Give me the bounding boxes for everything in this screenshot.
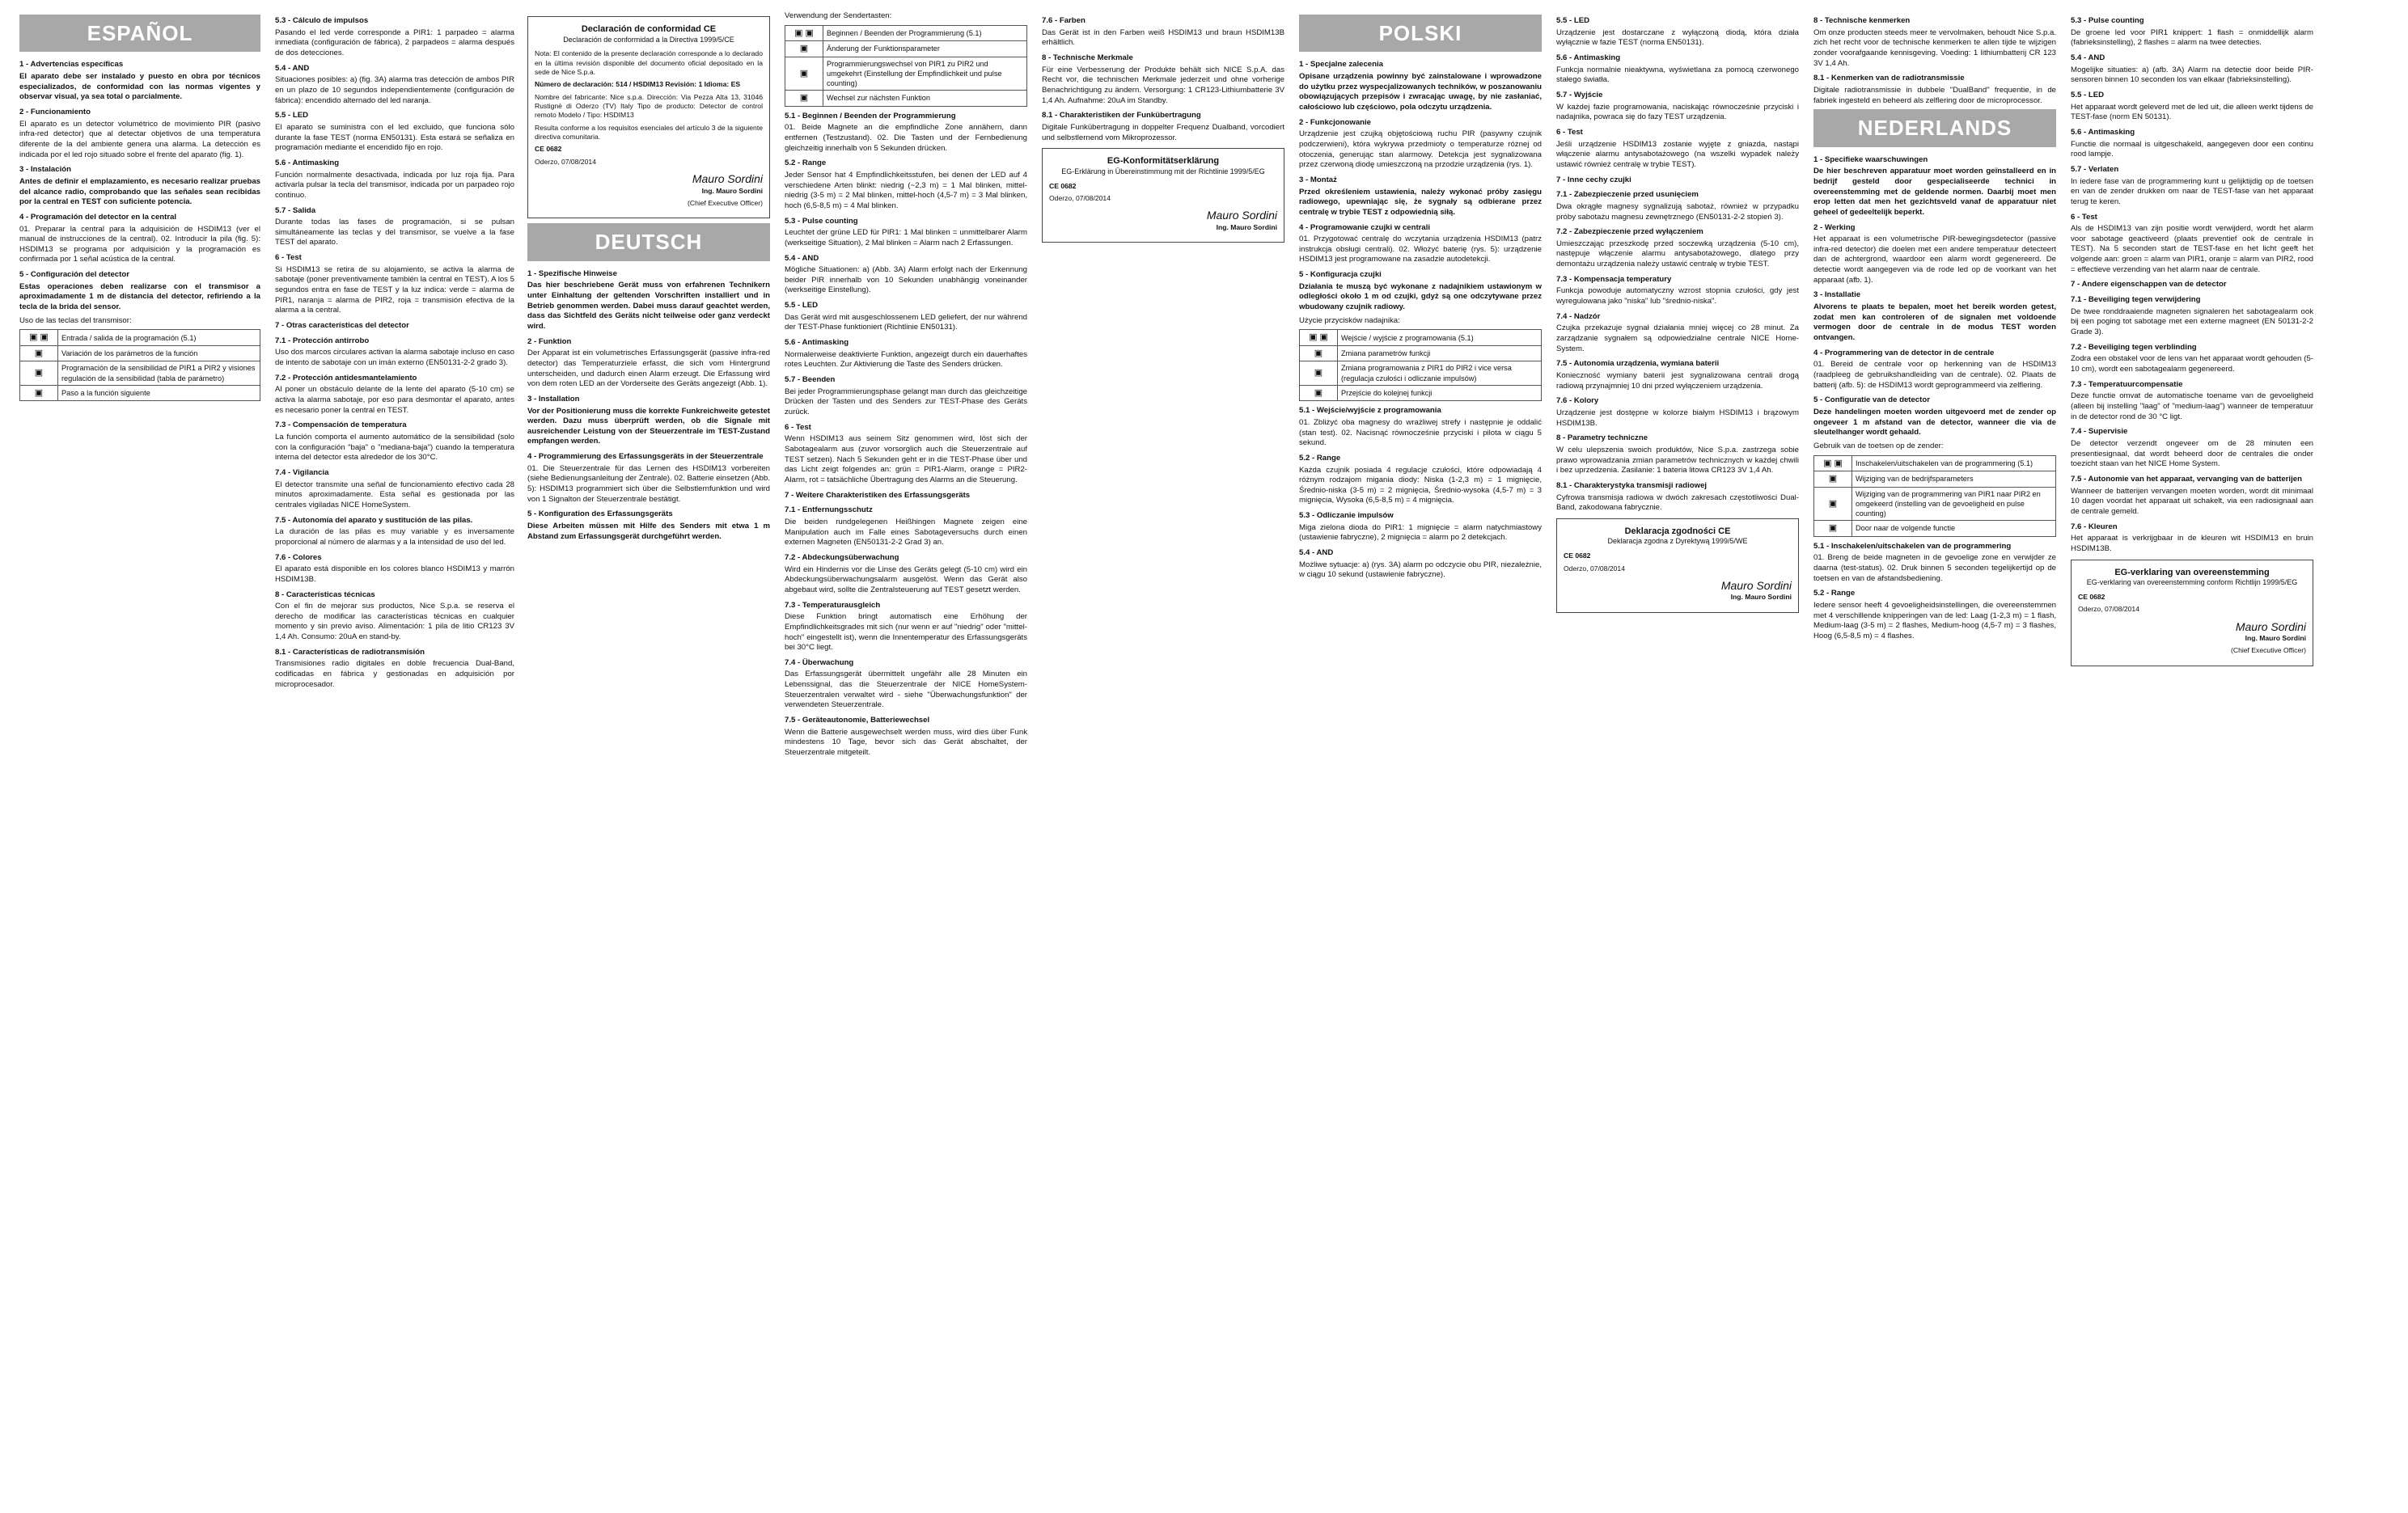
heading: 8.1 - Charakteristiken der Funkübertragung: [1042, 111, 1201, 120]
table-cell: Wijziging van de programmering van PIR1 naar PIR2 en omgekeerd (instelling van de gevoeligheid en pulse counting): [1852, 487, 2056, 520]
paragraph: Deze functie omvat de automatische toename van de gevoeligheid (alleen bij instelling "laag" of "medium-laag") wanneer de temperatuur in de detector rond de 30 °C ligt.: [2071, 391, 2313, 421]
paragraph: Estas operaciones deben realizarse con el transmisor a aproximadamente 1 m de distancia del detector, refiriendo a la tecla de la brida del sensor.: [19, 281, 260, 312]
paragraph: El detector transmite una señal de funcionamiento efectivo cada 28 minutos aproximadamente. Esta señal es gestionada por las centrales vigiladas NICE HomeSystem.: [275, 480, 514, 509]
heading: 5.2 - Range: [1813, 589, 1856, 598]
key-table: [1813, 455, 2056, 537]
paragraph: De twee ronddraaiende magneten signaleren het sabotagealarm ook bij een poging tot sabotage met een externe magneet (EN 50131-2-2 Grade 3).: [2071, 306, 2313, 337]
paragraph: Funkcja normalnie nieaktywna, wyświetlana za pomocą czerwonego stałego światła.: [1556, 65, 1799, 85]
heading: 7.5 - Geräteautonomie, Batteriewechsel: [785, 716, 930, 725]
paragraph: Das hier beschriebene Gerät muss von erfahrenen Technikern unter Einhaltung der geltenden Vorschriften installiert und in Betrieb genommen werden. Dabei muss darauf geachtet werden, dass das Sichtfeld des Geräts nicht teilweise oder ganz verdeckt wird.: [527, 281, 770, 331]
paragraph: Der Apparat ist ein volumetrisches Erfassungsgerät (passive infra-red detector) das Temperaturziele erfasst, die sich vom Hintergrund unterscheiden, und dadurch einen Alarm erzeugt. Die Erfassung wird von dem roten LED an der Vorderseite des Geräts angezeigt (Abb. 1).: [527, 349, 770, 389]
heading: 7.1 - Entfernungsschutz: [785, 505, 873, 515]
heading: 5.6 - Antimasking: [275, 158, 340, 167]
paragraph: Umieszczając przeszkodę przed soczewką urządzenia (5-10 cm), następuje włączenie alarmu antysabotażowego, dlatego przy demontażu urządzenia należy ustawić centralę w trybie TEST.: [1556, 239, 1799, 269]
column-polish-1: [1299, 11, 1542, 1502]
table-cell: Door naar de volgende functie: [1852, 521, 2056, 537]
paragraph: El aparato se suministra con el led excluido, que funciona sólo durante la fase TEST (norma EN50131). Esta estará se señaliza en programación mediante el encendido fijo en rojo.: [275, 122, 514, 153]
key-icon: ▣: [20, 361, 58, 385]
paragraph: Funkcja powoduje automatyczny wzrost stopnia czułości, gdy jest wyregulowana jako "niska" lub "średnio-niska".: [1556, 286, 1799, 306]
ce-mark: CE 0682: [1049, 181, 1077, 190]
paragraph: De hier beschreven apparatuur moet worden geïnstalleerd en in bedrijf gesteld door gespecialiseerde technici in overeenstemming met de geldende normen. Daarbij moet men erop letten dat men het gezichtsveld vanaf de apparatuur niet geheel of gedeeltelijk beperkt.: [1813, 167, 2056, 217]
table-caption: Użycie przycisków nadajnika:: [1299, 315, 1400, 325]
paragraph: La función comporta el aumento automático de la sensibilidad (solo con la configuración "baja" o "mediana-baja") cuando la temperatura interna del detector esta alrededor de los 30°C.: [275, 432, 514, 463]
heading: 2 - Funcionamiento: [19, 107, 91, 116]
heading: 2 - Werking: [1813, 222, 1856, 232]
heading: 7.3 - Compensación de temperatura: [275, 421, 407, 430]
paragraph: Iedere sensor heeft 4 gevoeligheidsinstellingen, die overeenstemmen met 4 verschillende knipperingen van de led: Laag (1-2,3 m) = 1 flash, Medium-laag (3-5 m) = 2 flashes, Medium-hoog (4,5-7 m) = 3 flashes, Hoog (6,5-8,5 m) = 4 flashes.: [1813, 600, 2056, 640]
paragraph: Deze handelingen moeten worden uitgevoerd met de zender op ongeveer 1 m afstand van de detector, wanneer die via de sleutelhanger wordt gehaald.: [1813, 408, 2056, 437]
heading: 2 - Funkcjonowanie: [1299, 117, 1372, 127]
paragraph: Każda czujnik posiada 4 regulacje czułości, które odpowiadają 4 różnym rodzajom migania diody: Niska (1-2,3 m) = 1 mignięcie, Średnio-niska (3-5 m) = 2 mignięcia, Średnio-wysoka (4,5-7 m) = 3 mignięcia, Wysoka (6,5-8,5 m) = 4 mignięcia.: [1299, 465, 1542, 505]
paragraph: Das Erfassungsgerät übermittelt ungefähr alle 28 Minuten ein Lebenssignal, das die Steuerzentrale der NICE HomeSystem-Steuerzentralen verwaltet wird - siehe "Überwachungsfunktion" der verwendeten Steuerzentrale.: [785, 670, 1027, 710]
paragraph: 01. Zbliżyć oba magnesy do wrażliwej strefy i następnie je oddalić (stan test). 02. Nacisnąć równocześnie przyciski i pilota w ciągu 5 sekund.: [1299, 417, 1542, 448]
key-table: [19, 329, 260, 401]
paragraph: Dwa okrągłe magnesy sygnalizują sabotaż, również w przypadku próby sabotażu magnesu zewnętrznego (EN50131-2-2 stopień 3).: [1556, 201, 1799, 222]
heading: 6 - Test: [1556, 127, 1583, 137]
section-title-german: DEUTSCH: [527, 223, 770, 260]
table-cell: Entrada / salida de la programación (5.1): [58, 330, 260, 346]
table-cell: Wejście / wyjście z programowania (5.1): [1338, 330, 1542, 346]
paragraph: Nota: El contenido de la presente declaración corresponde a lo declarado en la última revisión disponible del documento oficial depositado en la sede de Nice S.p.a.: [535, 49, 763, 77]
heading: 1 - Specjalne zalecenia: [1299, 60, 1383, 70]
column-german-2: [785, 11, 1027, 1502]
heading: 5.6 - Antimasking: [785, 338, 849, 348]
table-cell: Przejście do kolejnej funkcji: [1338, 385, 1542, 401]
signer-role: (Chief Executive Officer): [2231, 646, 2306, 655]
table-cell: Wijziging van de bedrijfsparameters: [1852, 471, 2056, 488]
heading: 4 - Programación del detector en la central: [19, 212, 177, 222]
table-cell: Programmierungswechsel von PIR1 zu PIR2 und umgekehrt (Einstellung der Empfindlichkeit und pulse counting): [823, 57, 1027, 90]
heading: 7.5 - Autonomía del aparato y sustitución de las pilas.: [275, 515, 473, 525]
paragraph: Normalerweise deaktivierte Funktion, angezeigt durch ein dauerhaftes rotes Leuchten. Zur Aktivierung die Taste des Senders drücken.: [785, 349, 1027, 370]
paragraph: 01. Preparar la central para la adquisición de HSDIM13 (ver el manual de instrucciones de la central). 02. Introducir la pila (fig. 5): HSDIM13 se programa por adquisición y la programación es confirmada por 1 señal acústica de la central.: [19, 224, 260, 264]
heading: 5 - Konfiguration des Erfassungsgeräts: [527, 509, 673, 519]
paragraph: Situaciones posibles: a) (fig. 3A) alarma tras detección de ambos PIR en un plazo de 10 segundos independientemente (configuración de fábrica): encendido alternado del led naranja.: [275, 75, 514, 105]
key-pair-icon: ▣ ▣: [1300, 330, 1338, 346]
heading: 7.4 - Überwachung: [785, 657, 854, 667]
paragraph: Czujka przekazuje sygnał działania mniej więcej co 28 minut. Za zarządzanie sygnałem są odpowiedzialne centrale NICE Home-System.: [1556, 323, 1799, 353]
heading: 5.1 - Beginnen / Beenden der Programmierung: [785, 111, 956, 120]
key-table: [785, 25, 1027, 107]
heading: 5 - Configuración del detector: [19, 270, 129, 280]
column-dutch-1: [1813, 11, 2056, 1502]
declaration-title: Deklaracja zgodności CE: [1624, 526, 1731, 536]
heading: 7.4 - Vigilancia: [275, 467, 329, 477]
paragraph: Functie die normaal is uitgeschakeld, aangegeven door een continu rood lampje.: [2071, 139, 2313, 159]
table-cell: Wechsel zur nächsten Funktion: [823, 91, 1027, 107]
heading: 1 - Specifieke waarschuwingen: [1813, 154, 1928, 164]
paragraph: Digitale Funkübertragung in doppelter Frequenz Dualband, vorcodiert und selbstlernend vom Mikroprozessor.: [1042, 122, 1284, 142]
paragraph: 01. Bereid de centrale voor op herkenning van de HSDIM13 (raadpleeg de gebruikshandleiding van de centrale). 02. Plaats de batterij (afb. 5): de HSDIM13 wordt geprogrammeerd via zelflering.: [1813, 360, 2056, 390]
column-spanish-2: [275, 11, 514, 1502]
paragraph: Jeder Sensor hat 4 Empfindlichkeitsstufen, bei denen der LED auf 4 verschiedene Arten blinkt: niedrig (~2,3 m) = 1 Mal blinken, mittel-niedrig (3-5 m) = 2 Mal blinken, mittel-hoch (4,5-7 m) = 3 Mal blinken, hoch (6,5-8,5 m) = 4 Mal blinken.: [785, 170, 1027, 210]
paragraph: 01. Breng de beide magneten in de gevoelige zone en verwijder ze daarna (test-status). 02. Druk binnen 5 seconden tegelijkertijd op de toetsen en van de afstandsbediening.: [1813, 553, 2056, 583]
heading: 5.3 - Pulse counting: [785, 216, 858, 226]
key-icon: ▣: [20, 345, 58, 361]
heading: 5.5 - LED: [275, 111, 309, 120]
heading: 8 - Parametry techniczne: [1556, 433, 1648, 443]
key-icon: ▣: [1814, 471, 1852, 488]
heading: 8 - Technische kenmerken: [1813, 16, 1911, 25]
paragraph: Het apparaat wordt geleverd met de led uit, die alleen werkt tijdens de TEST-fase (norm EN 50131).: [2071, 102, 2313, 122]
paragraph: Het apparaat is verkrijgbaar in de kleuren wit HSDIM13 en bruin HSDIM13B.: [2071, 534, 2313, 553]
heading: 7.5 - Autonomie van het apparaat, vervanging van de batterijen: [2071, 474, 2302, 484]
paragraph: Wenn die Batterie ausgewechselt werden muss, wird dies über Funk mindestens 10 Tage, bevor sich das Gerät abschaltet, der Steuerzentrale mitgeteilt.: [785, 727, 1027, 758]
heading: 7 - Otras características del detector: [275, 321, 409, 331]
paragraph: Vor der Positionierung muss die korrekte Funkreichweite getestet werden. Dazu muss überprüft werden, ob die Signale mit ausreichender Leistung von der Steuerzentrale im TEST-Zustand empfangen werden.: [527, 406, 770, 446]
key-icon: ▣: [1300, 385, 1338, 401]
signature: Mauro Sordini: [2235, 619, 2306, 633]
paragraph: Con el fin de mejorar sus productos, Nice S.p.a. se reserva el derecho de modificar las características técnicas en cualquier momento y sin previo aviso. Alimentación: 1 pila de litio CR123 3V 1,4 Ah. Consumo: 20uA en stand-by.: [275, 602, 514, 642]
declaration-box-german: [1042, 148, 1284, 243]
paragraph: Wanneer de batterijen vervangen moeten worden, wordt dit minimaal 10 dagen voordat het apparaat uit schakelt, via een radiosignaal aan de centrale gemeld.: [2071, 486, 2313, 516]
heading: 6 - Test: [785, 422, 811, 432]
key-pair-icon: ▣ ▣: [20, 330, 58, 346]
heading: 8 - Características técnicas: [275, 590, 375, 599]
heading: 8.1 - Kenmerken van de radiotransmissie: [1813, 74, 1965, 83]
key-icon: ▣: [785, 91, 823, 107]
paragraph: Resulta conforme a los requisitos esenciales del artículo 3 de la siguiente directiva comunitaria.: [535, 123, 763, 142]
paragraph: Miga zielona dioda do PIR1: 1 mignięcie = alarm natychmiastowy (ustawienie fabryczne), 2 mignięcia = alarm po 2 detekcjach.: [1299, 522, 1542, 543]
paragraph: Das Gerät ist in den Farben weiß HSDIM13 und braun HSDIM13B erhältlich.: [1042, 27, 1284, 48]
paragraph: Cyfrowa transmisja radiowa w dwóch zakresach częstotliwości Dual-Band, zakodowana fabrycznie.: [1556, 492, 1799, 513]
declaration-box-dutch: [2071, 560, 2313, 666]
paragraph: De detector verzendt ongeveer om de 28 minuten een presentiesignaal, dat wordt beheerd door de centrales die onder toezicht staan van het NICE Home System.: [2071, 438, 2313, 469]
heading: 7.4 - Supervisie: [2071, 427, 2128, 437]
heading: 7.2 - Zabezpieczenie przed wyłączeniem: [1556, 227, 1703, 237]
paragraph: Konieczność wymiany baterii jest sygnalizowana centrali drogą radiową przynajmniej 10 dni przed wyłączeniem urządzenia.: [1556, 371, 1799, 391]
paragraph: Diese Funktion bringt automatisch eine Erhöhung der Empfindlichkeitsgrades mit sich (nur wenn er auf "niedrig" oder "mittel-hoch" eingestellt ist), wenn die Innentemperatur des Erfassungsgeräts bei 30°C liegt.: [785, 612, 1027, 653]
signature: Mauro Sordini: [692, 172, 763, 186]
declaration-subtitle: EG-Erklärung in Übereinstimmung mit der Richtlinie 1999/5/EG: [1061, 167, 1265, 175]
heading: 5 - Konfiguracja czujki: [1299, 270, 1382, 280]
heading: 5.3 - Odliczanie impulsów: [1299, 511, 1394, 521]
heading: 8 - Technische Merkmale: [1042, 53, 1133, 62]
paragraph: Función normalmente desactivada, indicada por luz roja fija. Para activarla pulsar la tecla del transmisor, indicada por un parpadeo rojo continuo.: [275, 170, 514, 200]
heading: 5.7 - Salida: [275, 205, 316, 215]
key-table: [1299, 329, 1542, 401]
paragraph: Als de HSDIM13 van zijn positie wordt verwijderd, wordt het alarm voor sabotage geactiveerd (plaats preventief ook de centrale in TEST). Na 5 seconden start de TEST-fase en het licht geeft het volgende aan: groen = alarm van PIR1, oranje = alarm van PIR2, rood = effectieve verzending van het alarm naar de centrale.: [2071, 224, 2313, 274]
signer-name: Ing. Mauro Sordini: [1730, 593, 1792, 602]
section-title-polish: POLSKI: [1299, 15, 1542, 52]
paragraph: La duración de las pilas es muy variable y es inversamente proporcional al número de alarmas y a la intensidad de uso del led.: [275, 527, 514, 547]
heading: 7.5 - Autonomia urządzenia, wymiana baterii: [1556, 359, 1720, 369]
heading: 2 - Funktion: [527, 336, 572, 346]
key-icon: ▣: [1814, 487, 1852, 520]
heading: 7.6 - Farben: [1042, 16, 1086, 25]
key-icon: ▣: [785, 57, 823, 90]
key-icon: ▣: [1300, 361, 1338, 385]
key-pair-icon: ▣ ▣: [785, 25, 823, 41]
paragraph: Uso dos marcos circulares activan la alarma sabotaje incluso en caso de intento de sabotaje con un imán externo (EN50131-2-2 grado 3).: [275, 348, 514, 368]
heading: 7 - Andere eigenschappen van de detector: [2071, 280, 2227, 289]
heading: 7.2 - Beveiliging tegen verblinding: [2071, 342, 2197, 352]
table-cell: Beginnen / Beenden der Programmierung (5.1): [823, 25, 1027, 41]
declaration-title: EG-Konformitätserklärung: [1107, 156, 1220, 167]
heading: 8.1 - Charakterystyka transmisji radiowej: [1556, 480, 1708, 490]
heading: 7.2 - Abdeckungsüberwachung: [785, 552, 899, 562]
paragraph: Diese Arbeiten müssen mit Hilfe des Senders mit etwa 1 m Abstand zum Erfassungsgerät durchgeführt werden.: [527, 522, 770, 541]
heading: 5.4 - AND: [785, 253, 819, 263]
heading: 1 - Advertencias específicas: [19, 60, 124, 70]
heading: 5.3 - Cálculo de impulsos: [275, 16, 369, 25]
ce-mark: CE 0682: [1564, 552, 1591, 560]
paragraph: In iedere fase van de programmering kunt u gelijktijdig op de toetsen en van de zender drukken om naar de TEST-fase van het apparaat terug te keren.: [2071, 176, 2313, 206]
declaration-box-polish: [1556, 518, 1799, 613]
paragraph: Urządzenie jest czujką objętościową ruchu PIR (pasywny czujnik podczerwieni), która wykrywa przedmioty o temperaturze różnej od otoczenia, generując stan alarmowy. Detekcja jest sygnalizowana przez czerwoną diodę umieszczoną na przodzie urządzenia (rys. 1).: [1299, 129, 1542, 170]
declaration-subtitle: EG-verklaring van overeenstemming conform Richtlijn 1999/5/EG: [2086, 578, 2298, 587]
paragraph: Opisane urządzenia powinny być zainstalowane i wprowadzone do użytku przez wyspecjalizowanych techników, w poszanowaniu obowiązujących przepisów i zwracając uwagę, by nie zasłaniać, całościowo lub częściowo, pola odczytu urządzenia.: [1299, 71, 1542, 112]
heading: 5.3 - Pulse counting: [2071, 16, 2144, 25]
heading: 7.2 - Protección antidesmantelamiento: [275, 373, 417, 382]
key-pair-icon: ▣ ▣: [1814, 455, 1852, 471]
paragraph: 01. Przygotować centralę do wczytania urządzenia HSDIM13 (patrz instrukcja obsługi centrali). 02. Włożyć baterię (rys. 5): urządzenie HSDIM13 jest programowane na zasadzie autodetekcji.: [1299, 235, 1542, 264]
heading: 3 - Installation: [527, 394, 580, 404]
paragraph: Wird ein Hindernis vor die Linse des Geräts gelegt (5-10 cm) wird ein Abdeckungsüberwachungsalarm ausgelöst. Wenn das Gerät also abgebaut wird, sollte die Zentralsteuerung auf TEST gesetzt werden.: [785, 564, 1027, 594]
declaration-date: Oderzo, 07/08/2014: [1564, 564, 1625, 573]
declaration-subtitle: Declaración de conformidad a la Directiva 1999/5/CE: [563, 35, 734, 44]
paragraph: El aparato es un detector volumétrico de movimiento PIR (pasivo infra-red detector) que al detectar objetivos de una temperatura diferente de la del ambiente genera una alarma. La detección es indicada por el led rojo situado sobre el frente del aparato (fig. 1).: [19, 119, 260, 159]
signature: Mauro Sordini: [1720, 578, 1792, 592]
paragraph: Nombre del fabricante: Nice s.p.a. Dirección: Via Pezza Alta 13, 31046 Rustignè di Oderzo (TV) Italy Tipo de producto: Detector de control remoto Modelo / Tipo: HSDIM13: [535, 92, 763, 120]
heading: 7.3 - Temperatuurcompensatie: [2071, 379, 2183, 389]
paragraph: Bei jeder Programmierungsphase gelangt man durch das gleichzeitige Drücken der Tasten und des Senders zur TEST-Phase des Geräts zurück.: [785, 387, 1027, 417]
heading: 5.1 - Wejście/wyjście z programowania: [1299, 406, 1441, 416]
heading: 5.7 - Wyjście: [1556, 90, 1603, 99]
heading: 5.2 - Range: [1299, 453, 1341, 463]
signer-name: Ing. Mauro Sordini: [2245, 634, 2306, 643]
heading: 4 - Programmering van de detector in de centrale: [1813, 348, 1995, 357]
heading: 5.5 - LED: [785, 301, 819, 311]
heading: 5.6 - Antimasking: [1556, 53, 1621, 62]
heading: 5.1 - Inschakelen/uitschakelen van de programmering: [1813, 541, 2012, 551]
heading: 5 - Configuratie van de detector: [1813, 395, 1930, 405]
heading: 7.1 - Zabezpieczenie przed usunięciem: [1556, 190, 1699, 200]
section-title-dutch: NEDERLANDS: [1813, 109, 2056, 146]
paragraph: Alvorens te plaats te bepalen, moet het bereik worden getest, zodat men kan controleren of de signalen met voldoende vermogen door de centrale in de modus TEST worden ontvangen.: [1813, 302, 2056, 343]
paragraph: Przed określeniem ustawienia, należy wykonać próby zasięgu radiowego, upewniając się, że sygnały są odbierane przez centralę w trybie TEST z odpowiednią siłą.: [1299, 187, 1542, 217]
paragraph: Wenn HSDIM13 aus seinem Sitz genommen wird, löst sich der Sabotagealarm aus (zuvor vorsorglich auch die Steuerzentrale auf TEST setzen). Nach 5 Sekunden geht er in die TEST-Phase über und das Licht zeigt folgendes an: grün = PIR1-Alarm, orange = PIR2-Alarm, rot = tatsächliche Übertragung des Alarms an die Steuerung.: [785, 434, 1027, 484]
declaration-title: EG-verklaring van overeenstemming: [2114, 567, 2270, 577]
column-spanish-1: [19, 11, 260, 1502]
heading: 5.7 - Beenden: [785, 375, 836, 385]
paragraph: El aparato debe ser instalado y puesto en obra por técnicos especializados, de conformidad con las normas vigentes y observar visual, ya sea total o parcialmente.: [19, 71, 260, 102]
paragraph: W każdej fazie programowania, naciskając równocześnie przyciski i nadajnika, powraca się do fazy TEST urządzenia.: [1556, 102, 1799, 122]
paragraph: Het apparaat is een volumetrische PIR-bewegingsdetector (passive infra-red detector) die doelen met een andere temperatuur detecteert dan de achtergrond, waardoor een alarm wordt gegenereerd. De detectie wordt aangegeven via de rode led op de voorkant van het apparaat (afb. 1).: [1813, 235, 2056, 285]
declaration-date: Oderzo, 07/08/2014: [1049, 193, 1111, 202]
paragraph: El aparato está disponible en los colores blanco HSDIM13 y marrón HSDIM13B.: [275, 564, 514, 584]
column-polish-2: [1556, 11, 1799, 1502]
paragraph: W celu ulepszenia swoich produktów, Nice S.p.a. zastrzega sobie prawo wprowadzania zmian parametrów technicznych w każdej chwili i bez uprzedzenia. Zasilanie: 1 bateria litowa CR123 3V 1,4 Ah.: [1556, 445, 1799, 475]
paragraph: Durante todas las fases de programación, si se pulsan simultáneamente las teclas y del transmisor, se vuelve a la fase TEST del aparato.: [275, 218, 514, 247]
paragraph: Urządzenie jest dostarczane z wyłączoną diodą, która działa wyłącznie w fazie TEST (norma EN50131).: [1556, 27, 1799, 48]
key-icon: ▣: [20, 385, 58, 401]
paragraph: 01. Die Steuerzentrale für das Lernen des HSDIM13 vorbereiten (siehe Bedienungsanleitung der Zentrale). 02. Batterie einsetzen (Abb. 5): HSDIM13 programmiert sich über die Selbstlernfunktion und wird von 1 Signalton der Steuerzentrale bestätigt.: [527, 463, 770, 504]
paragraph: Działania te muszą być wykonane z nadajnikiem ustawionym w odległości około 1 m od czujki, gdyż są one odczytywane przez wbudowany czujnik radiowy.: [1299, 281, 1542, 312]
ce-mark: CE 0682: [535, 145, 562, 154]
key-icon: ▣: [1814, 521, 1852, 537]
paragraph: Si HSDIM13 se retira de su alojamiento, se activa la alarma de sabotaje (poner preventivamente también la central en TEST). A los 5 segundos entra en fase de TEST y la luz indica: verde = alarma de PIR1, naranja = alarma de PIR2, roja = transmisión efectiva de la alarma a la central.: [275, 264, 514, 315]
paragraph: Leuchtet der grüne LED für PIR1: 1 Mal blinken = unmittelbarer Alarm (werkseitige Situation), 2 Mal blinken = Alarm nach 2 Erfassungen.: [785, 228, 1027, 247]
declaration-number: Número de declaración: 514 / HSDIM13 Revisión: 1 Idioma: ES: [535, 80, 741, 89]
section-title-spanish: ESPAÑOL: [19, 15, 260, 52]
heading: 7.1 - Protección antirrobo: [275, 336, 370, 345]
column-dutch-2: [2071, 11, 2313, 1502]
signature: Mauro Sordini: [1206, 209, 1277, 222]
heading: 3 - Installatie: [1813, 290, 1861, 300]
declaration-date: Oderzo, 07/08/2014: [2078, 605, 2139, 614]
heading: 7.6 - Colores: [275, 552, 322, 562]
paragraph: De groene led voor PIR1 knippert: 1 flash = onmiddellijk alarm (fabrieksinstelling), 2 flashes = alarm na twee detecties.: [2071, 27, 2313, 48]
column-german-3: [1042, 11, 1284, 1502]
heading: 5.4 - AND: [275, 63, 310, 73]
heading: 7.3 - Kompensacja temperatury: [1556, 274, 1672, 284]
key-icon: ▣: [785, 41, 823, 57]
heading: 5.5 - LED: [1556, 16, 1590, 25]
heading: 6 - Test: [275, 253, 302, 263]
paragraph: Al poner un obstáculo delante de la lente del aparato (5-10 cm) se activa la alarma sabotaje, por eso para desmontar el aparato, antes es necesario poner la central en TEST.: [275, 385, 514, 415]
paragraph: Jeśli urządzenie HSDIM13 zostanie wyjęte z gniazda, nastąpi włączenie alarmu antysabotażowego (na wszelki wypadek należy ustawić również centralę w trybie TEST).: [1556, 139, 1799, 169]
table-caption: Uso de las teclas del transmisor:: [19, 315, 132, 325]
declaration-box: [527, 16, 770, 218]
heading: 7 - Weitere Charakteristiken des Erfassungsgeräts: [785, 490, 971, 500]
paragraph: Urządzenie jest dostępne w kolorze białym HSDIM13 i brązowym HSDIM13B.: [1556, 408, 1799, 428]
heading: 4 - Programowanie czujki w centrali: [1299, 222, 1431, 232]
signer-role: (Chief Executive Officer): [688, 198, 763, 207]
paragraph: 01. Beide Magnete an die empfindliche Zone annähern, dann entfernen (Testzustand). 02. Die Tasten und der Fernbedienung gleichzeitig innerhalb von 5 Sekunden drücken.: [785, 123, 1027, 153]
heading: 4 - Programmierung des Erfassungsgeräts in der Steuerzentrale: [527, 452, 764, 462]
signer-name: Ing. Mauro Sordini: [1216, 222, 1277, 231]
heading: 5.4 - AND: [2071, 53, 2105, 62]
paragraph: Die beiden rundgelegenen Heißhingen Magnete zeigen eine Manipulation auch im Falle eines Sabotageversuchs durch einen externen Magneten (EN50131-2-2 Grad 3) an.: [785, 517, 1027, 547]
heading: 7.4 - Nadzór: [1556, 311, 1601, 321]
heading: 5.4 - AND: [1299, 548, 1334, 558]
paragraph: Digitale radiotransmissie in dubbele "DualBand" frequentie, in de fabriek ingesteld en beheerd als zelflering door de microprocessor.: [1813, 85, 2056, 105]
paragraph: Antes de definir el emplazamiento, es necesario realizar pruebas del alcance radio, comprobando que las señales sean recibidas por la central en TEST con suficiente potencia.: [19, 176, 260, 207]
heading: 5.2 - Range: [785, 158, 827, 168]
heading: 5.7 - Verlaten: [2071, 164, 2119, 174]
heading: 5.5 - LED: [2071, 90, 2105, 99]
heading: 6 - Test: [2071, 212, 2097, 222]
heading: 3 - Instalación: [19, 165, 71, 175]
declaration-title: Declaración de conformidad CE: [581, 24, 717, 34]
column-declaration-german: [527, 11, 770, 1502]
heading: 7 - Inne cechy czujki: [1556, 175, 1631, 184]
heading: 8.1 - Características de radiotransmisión: [275, 647, 425, 657]
paragraph: Pasando el led verde corresponde a PIR1: 1 parpadeo = alarma inmediata (configuración de fábrica), 2 parpadeos = alarma después de dos detecciones.: [275, 27, 514, 57]
paragraph: Für eine Verbesserung der Produkte behält sich NICE S.p.A. das Recht vor, die technischen Merkmale jederzeit und ohne vorherige Benachrichtigung zu ändern. Versorgung: 1 CR123-Lithiumbatterie 3V 1,4 Ah. Aufnahme: 20uA im Standby.: [1042, 65, 1284, 105]
heading: 7.6 - Kleuren: [2071, 522, 2118, 531]
declaration-subtitle: Deklaracja zgodna z Dyrektywą 1999/5/WE: [1607, 537, 1748, 546]
key-icon: ▣: [1300, 345, 1338, 361]
paragraph: Mögliche Situationen: a) (Abb. 3A) Alarm erfolgt nach der Erkennung beider PIR innerhalb von 10 Sekunden unabhängig voneinander (werkseitige Einstellung).: [785, 265, 1027, 295]
table-caption: Verwendung der Sendertasten:: [785, 11, 892, 20]
table-cell: Variación de los parámetros de la función: [58, 345, 260, 361]
paragraph: Możliwe sytuacje: a) (rys. 3A) alarm po odczycie obu PIR, niezależnie, w ciągu 10 sekund (ustawienie fabryczne).: [1299, 560, 1542, 580]
ce-mark: CE 0682: [2078, 592, 2105, 601]
paragraph: Om onze producten steeds meer te vervolmaken, behoudt Nice S.p.a. zich het recht voor de technische kenmerken te allen tijde te wijzigen zonder voorafgaande kennisgeving. Voeding: 1 lithiumbatterij CR 123 3V 1,4 Ah.: [1813, 27, 2056, 68]
declaration-date: Oderzo, 07/08/2014: [535, 157, 596, 166]
table-cell: Inschakelen/uitschakelen van de programmering (5.1): [1852, 455, 2056, 471]
table-cell: Paso a la función siguiente: [58, 385, 260, 401]
paragraph: Mogelijke situaties: a) (afb. 3A) Alarm na detectie door beide PIR-sensoren binnen 10 seconden los van elkaar (fabrieksinstelling).: [2071, 65, 2313, 85]
table-cell: Zmiana parametrów funkcji: [1338, 345, 1542, 361]
heading: 7.3 - Temperaturausgleich: [785, 600, 881, 610]
heading: 7.1 - Beveiliging tegen verwijdering: [2071, 295, 2201, 305]
table-cell: Änderung der Funktionsparameter: [823, 41, 1027, 57]
table-cell: Programación de la sensibilidad de PIR1 a PIR2 y visiones regulación de la sensibilidad (tabla de parámetro): [58, 361, 260, 385]
heading: 5.6 - Antimasking: [2071, 127, 2135, 137]
paragraph: Das Gerät wird mit ausgeschlossenem LED geliefert, der nur während der TEST-Phase funktioniert (Richtlinie EN50131).: [785, 312, 1027, 332]
heading: 7.6 - Kolory: [1556, 396, 1599, 406]
table-cell: Zmiana programowania z PIR1 do PIR2 i vice versa (regulacja czułości i odliczanie impulsów): [1338, 361, 1542, 385]
paragraph: Transmisiones radio digitales en doble frecuencia Dual-Band, codificadas en fábrica y gestionadas en adquisición por microprocesador.: [275, 659, 514, 689]
paragraph: Zodra een obstakel voor de lens van het apparaat wordt gehouden (5-10 cm), wordt een sabotagealarm gegenereerd.: [2071, 354, 2313, 374]
heading: 1 - Spezifische Hinweise: [527, 268, 617, 278]
heading: 3 - Montaż: [1299, 175, 1337, 184]
signer-name: Ing. Mauro Sordini: [701, 186, 763, 195]
table-caption: Gebruik van de toetsen op de zender:: [1813, 441, 1944, 450]
